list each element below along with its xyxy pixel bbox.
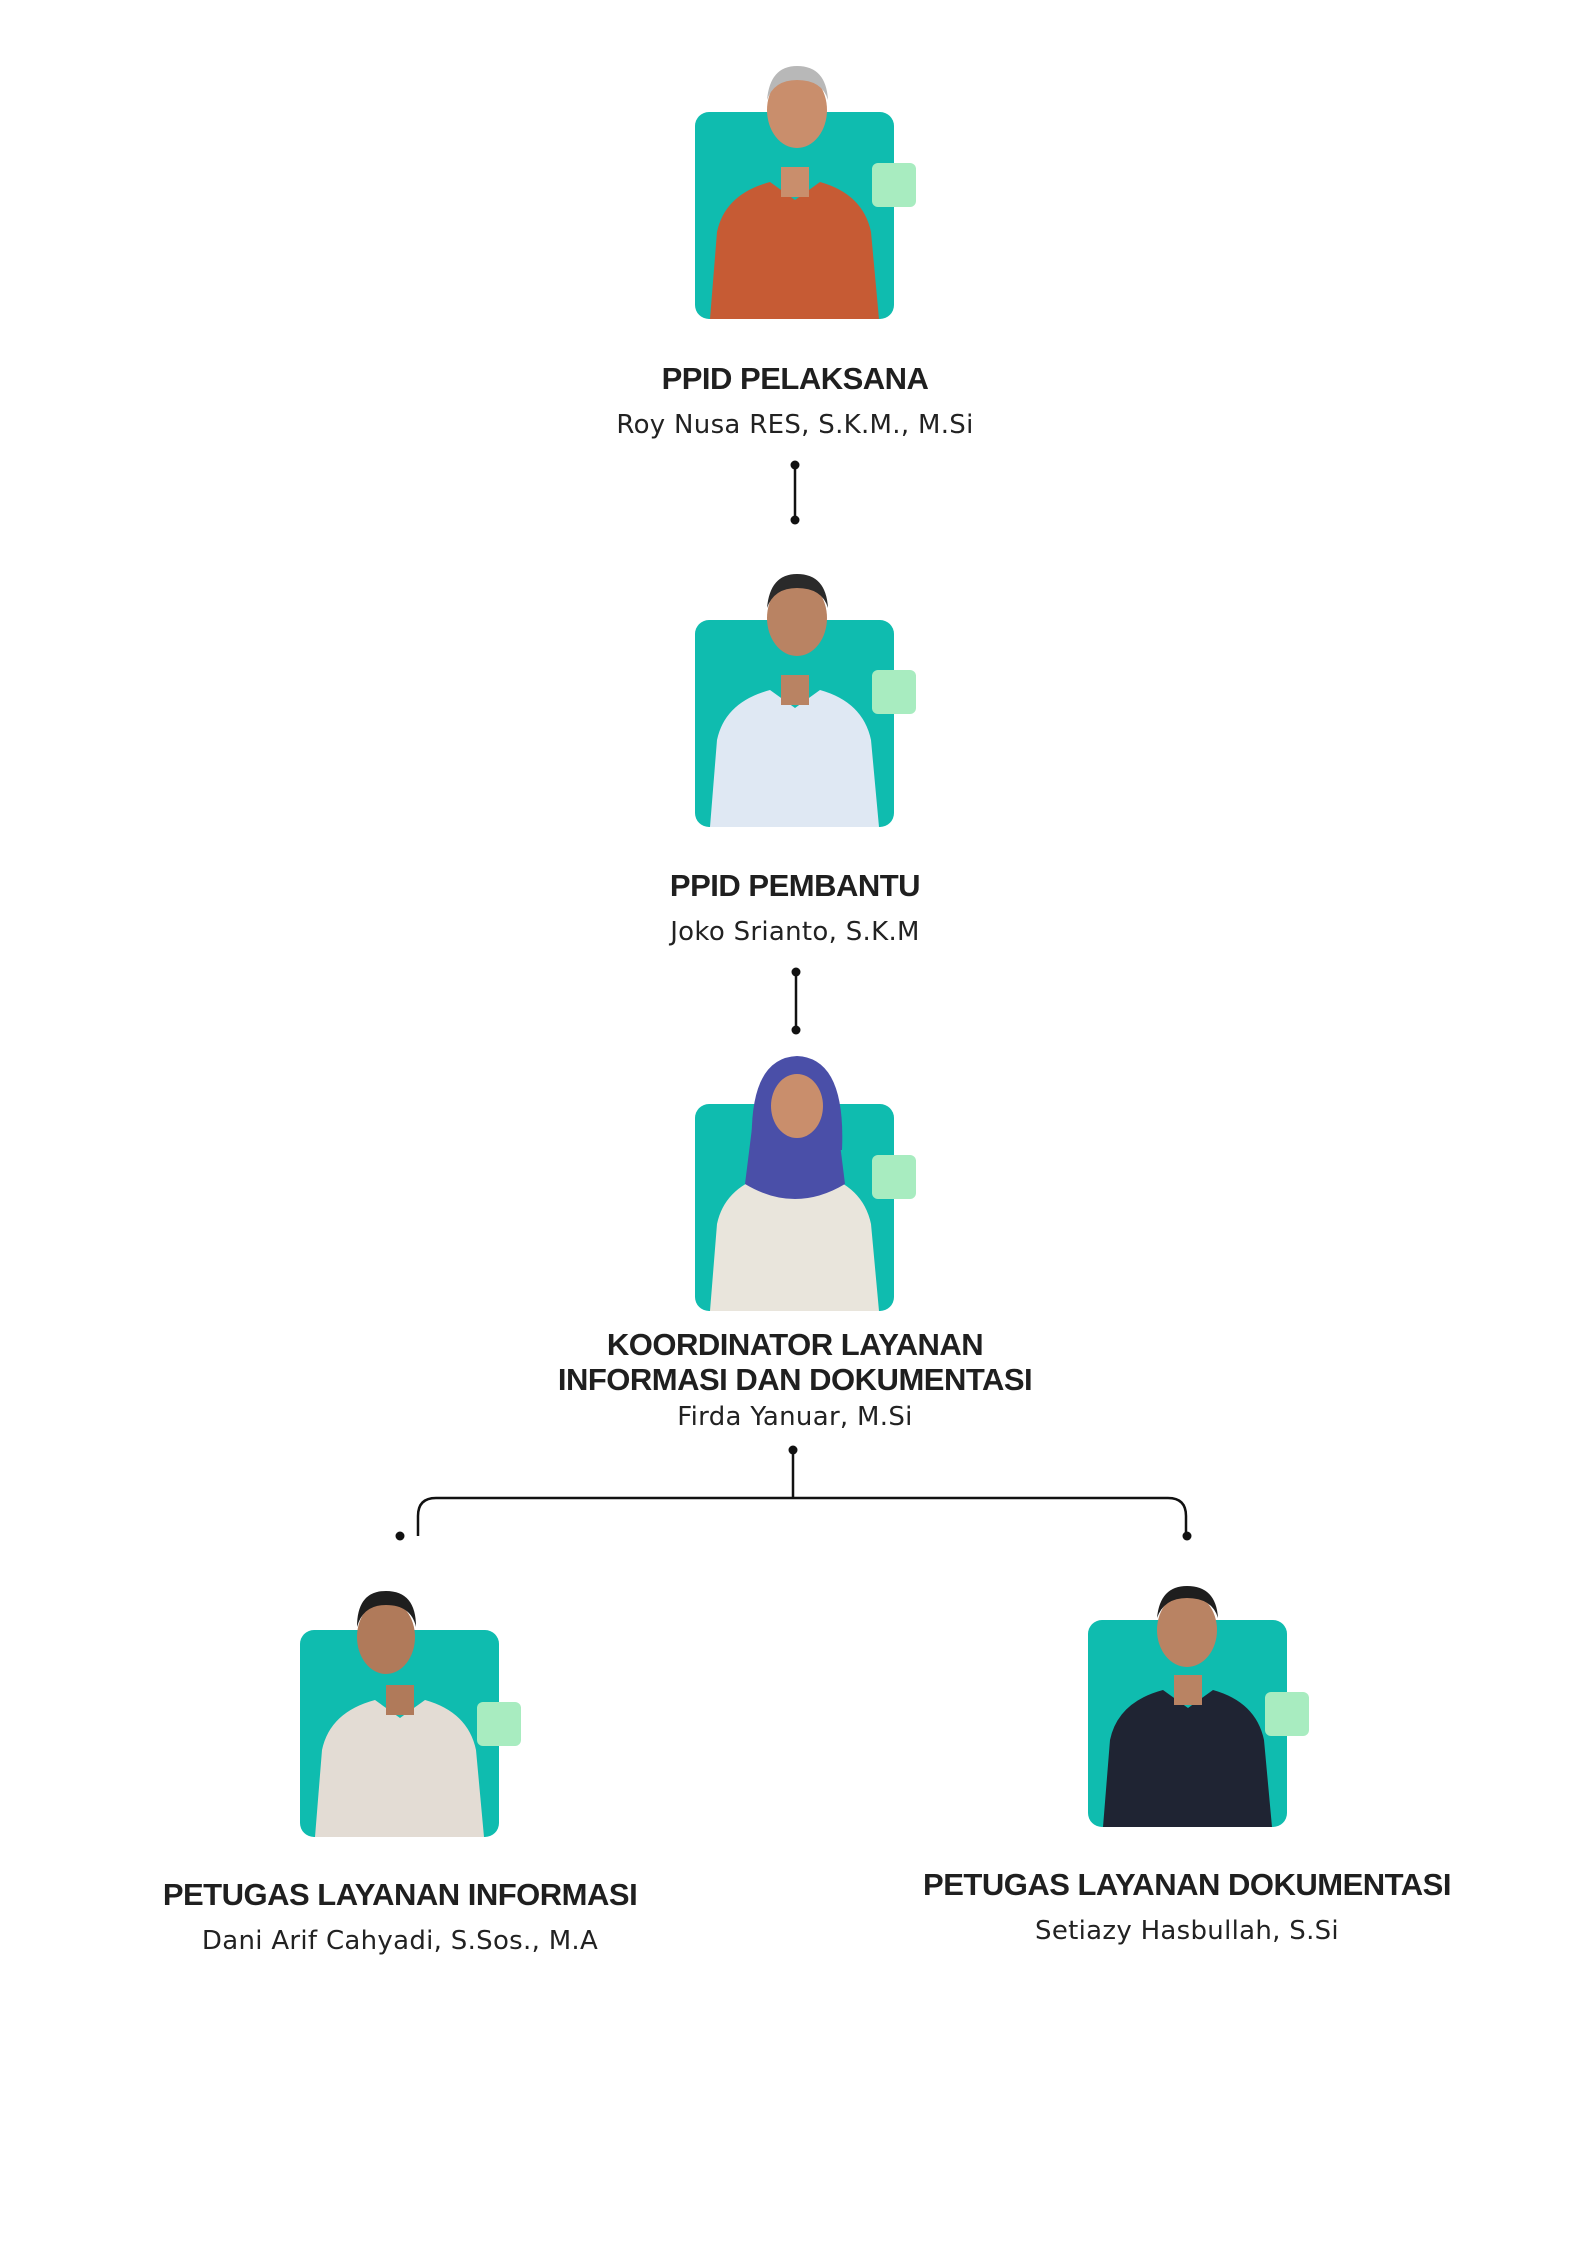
person-head: [319, 1585, 454, 1685]
person-name: Dani Arif Cahyadi, S.Sos., M.A: [201, 1926, 599, 1956]
person-name: Firda Yanuar, M.Si: [677, 1402, 913, 1432]
position-title: PPID PEMBANTU: [669, 868, 921, 903]
position-title: PETUGAS LAYANAN INFORMASI: [162, 1877, 638, 1912]
person-head: [1120, 1578, 1255, 1678]
person-name: Setiazy Hasbullah, S.Si: [1035, 1916, 1339, 1946]
accent-square: [872, 670, 916, 714]
person-head: [730, 58, 865, 158]
accent-square: [1265, 1692, 1309, 1736]
connector-koordinator-petugas: [418, 1450, 1186, 1536]
person-name: Joko Srianto, S.K.M: [670, 917, 920, 947]
position-title: KOORDINATOR LAYANAN INFORMASI DAN DOKUMENTASI: [557, 1327, 1033, 1397]
position-title: PPID PELAKSANA: [661, 361, 929, 396]
position-title: PETUGAS LAYANAN DOKUMENTASI: [923, 1867, 1451, 1902]
accent-square: [477, 1702, 521, 1746]
person-head: [730, 566, 865, 666]
person-head: [730, 1050, 865, 1150]
person-name: Roy Nusa RES, S.K.M., M.Si: [616, 410, 974, 440]
accent-square: [872, 1155, 916, 1199]
accent-square: [872, 163, 916, 207]
